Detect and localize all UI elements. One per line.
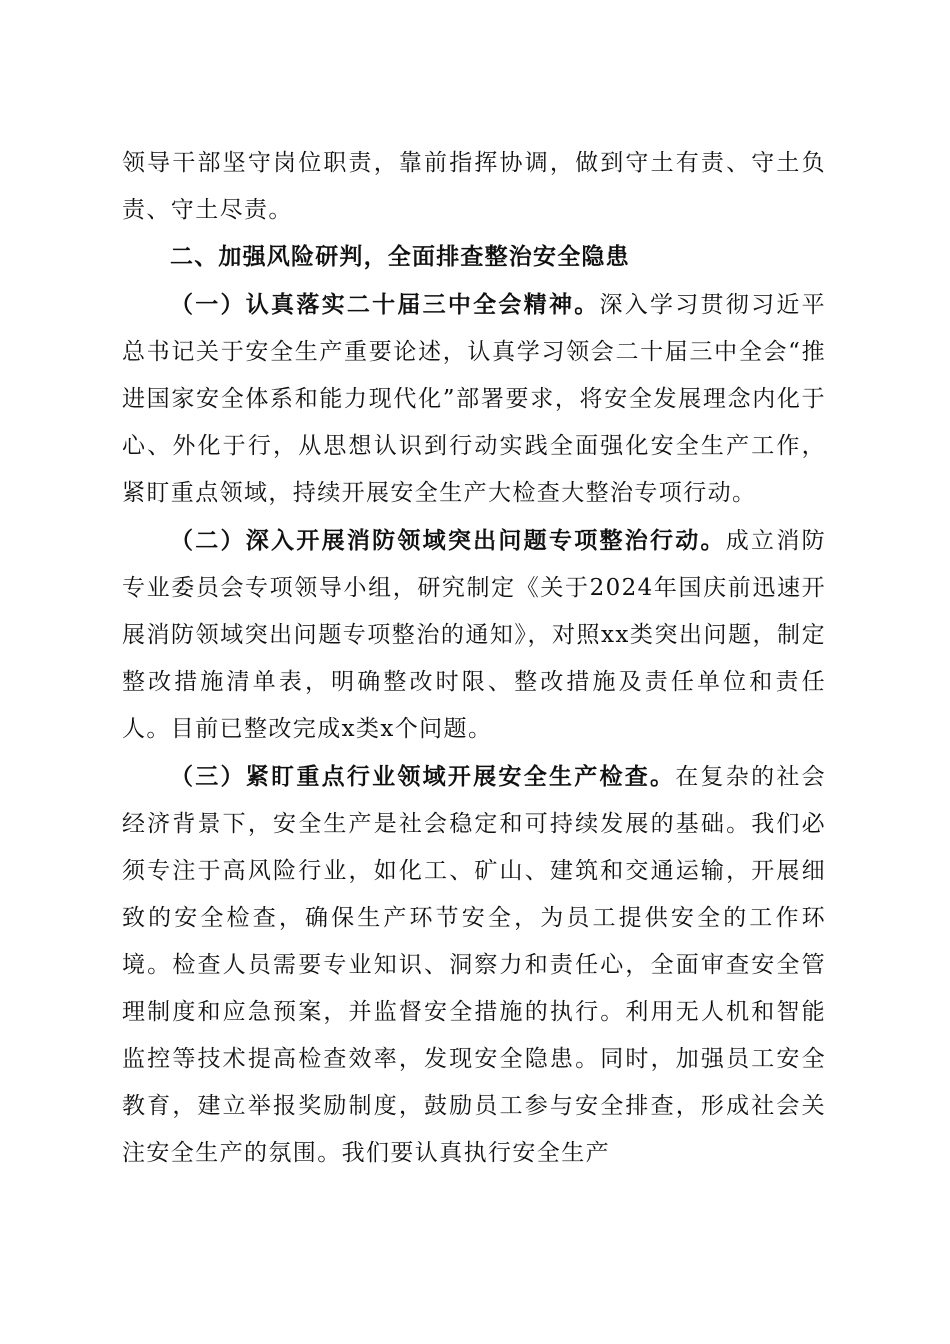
paragraph-3 — [122, 753, 826, 1177]
paragraph-2-body: 成立消防专业委员会专项领导小组，研究制定《关于2024年国庆前迅速开展消防领域突出问题专项整治的通知》，对照xx类突出问题，制定整改措施清单表，明确整改时限、整改措施及责任单位和责任人。目前已整改完成x类x个问题。 — [122, 528, 826, 742]
paragraph-1-title: （一）认真落实二十届三中全会精神。 — [170, 291, 600, 318]
paragraph-3-title: （三）紧盯重点行业领域开展安全生产检查。 — [170, 763, 676, 790]
paragraph-2 — [122, 517, 826, 753]
paragraph-continued — [122, 140, 826, 234]
paragraph-text: 领导干部坚守岗位职责，靠前指挥协调，做到守土有责、守土负责、守土尽责。 — [122, 150, 826, 223]
section-heading — [122, 234, 826, 281]
document-body — [122, 140, 826, 1177]
paragraph-2-title: （二）深入开展消防领域突出问题专项整治行动。 — [170, 527, 726, 554]
section-heading-text: 二、加强风险研判，全面排查整治安全隐患 — [170, 244, 630, 270]
paragraph-1-body: 深入学习贯彻习近平总书记关于安全生产重要论述，认真学习领会二十届三中全会“推进国家安全体系和能力现代化”部署要求，将安全发展理念内化于心、外化于行，从思想认识到行动实践全面强化安全生产工作，紧盯重点领域，持续开展安全生产大检查大整治专项行动。 — [122, 292, 826, 506]
paragraph-1 — [122, 281, 826, 517]
paragraph-3-body: 在复杂的社会经济背景下，安全生产是社会稳定和可持续发展的基础。我们必须专注于高风险行业，如化工、矿山、建筑和交通运输，开展细致的安全检查，确保生产环节安全，为员工提供安全的工作环境。检查人员需要专业知识、洞察力和责任心，全面审查安全管理制度和应急预案，并监督安全措施的执行。利用无人机和智能监控等技术提高检查效率，发现安全隐患。同时，加强员工安全教育，建立举报奖励制度，鼓励员工参与安全排查，形成社会关注安全生产的氛围。我们要认真执行安全生产 — [122, 764, 827, 1166]
